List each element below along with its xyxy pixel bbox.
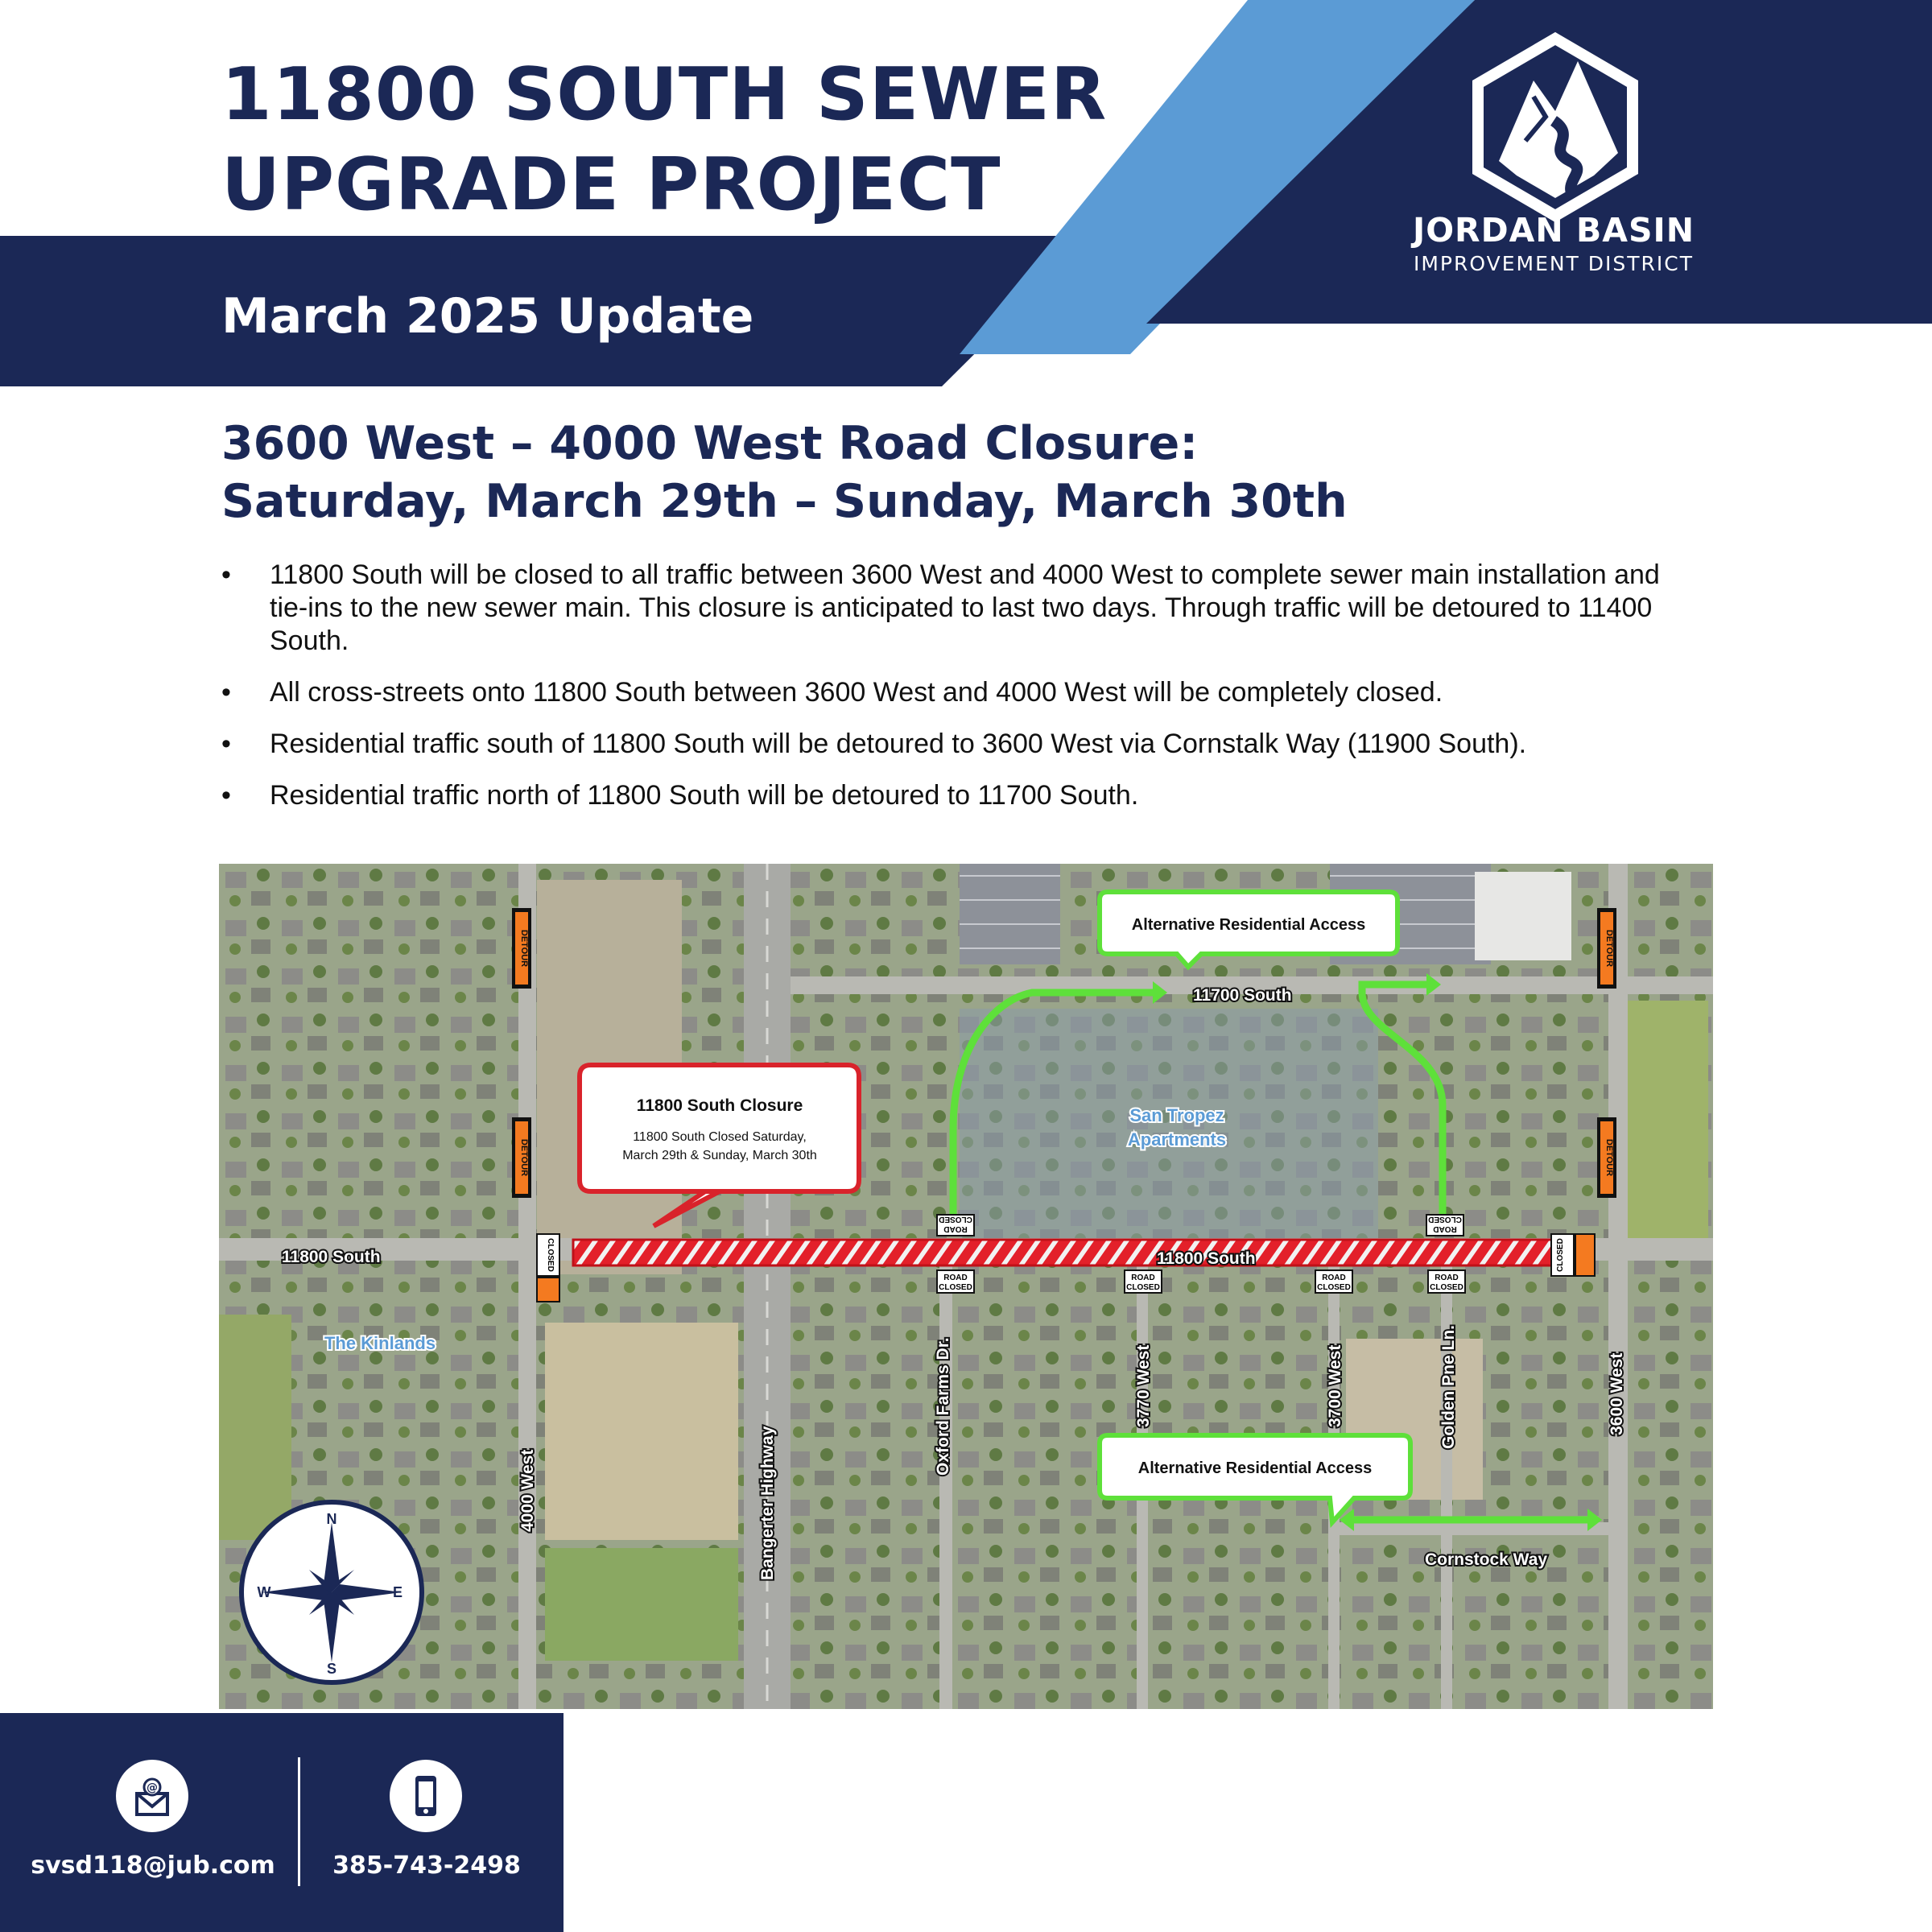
detour-sign-text: DETOUR (1604, 1138, 1614, 1177)
road-closed-sign (1426, 1215, 1463, 1236)
bullet-item (221, 559, 1695, 658)
street-label-golden-pne: Golden Pne Ln. (1439, 1324, 1458, 1449)
street-label-11800-south-east: 11800 South (1157, 1249, 1256, 1268)
street-label-cornstock-way: Cornstock Way (1425, 1550, 1548, 1569)
street-label-3600-west: 3600 West (1608, 1352, 1626, 1435)
open-field (545, 1323, 738, 1540)
bullet-text: 11800 South will be closed to all traffic between 3600 West and 4000 West to complete sewer main installation and tie-ins to the new sewer main. This closure is anticipated to last two days. Through traffic will be detoured to 11400 South. (270, 559, 1660, 656)
compass-rose (242, 1502, 422, 1682)
detour-sign (1597, 1117, 1616, 1198)
road-3600-west (1608, 864, 1628, 1709)
street-label-oxford-farms: Oxford Farms Dr. (934, 1337, 952, 1476)
page-title: 11800 SOUTH SEWER UPGRADE PROJECT (221, 52, 1108, 227)
bullet-dot: • (221, 559, 231, 590)
bullet-list (221, 559, 1695, 831)
street-label-bangerter-highway: Bangerter Highway (758, 1426, 777, 1580)
street-label-11700-south: 11700 South (1193, 986, 1292, 1005)
road-closed-sign (1125, 1270, 1162, 1293)
org-subtitle: IMPROVEMENT DISTRICT (1413, 252, 1695, 275)
contact-footer (0, 1713, 564, 1932)
closure-callout-line1: 11800 South Closed Saturday, (633, 1130, 807, 1144)
place-label-kinlands: The Kinlands (324, 1333, 436, 1353)
apartment-complex (960, 1009, 1378, 1242)
farm-field (545, 1548, 738, 1661)
detour-sign-text: DETOUR (519, 1138, 529, 1177)
bullet-item (221, 676, 1695, 709)
bullet-dot: • (221, 780, 231, 811)
road-closed-sign (537, 1234, 559, 1302)
farm-field (1624, 1001, 1708, 1242)
place-label-san-tropez: San Tropez (1129, 1105, 1224, 1125)
access-callout-north-text: Alternative Residential Access (1131, 916, 1366, 934)
road-closed-sign (1551, 1234, 1595, 1276)
detour-sign-text: DETOUR (519, 929, 529, 968)
farm-field (219, 1315, 291, 1540)
compass-east: E (392, 1584, 403, 1600)
update-subtitle: March 2025 Update (221, 288, 754, 345)
street-label-3770-west: 3770 West (1134, 1344, 1153, 1427)
commercial-building (1475, 872, 1571, 960)
road-closed-sign (1428, 1270, 1465, 1293)
road-closed-sign-text: CLOSED (1556, 1238, 1565, 1272)
compass-north: N (326, 1511, 337, 1527)
compass-west: W (257, 1584, 271, 1600)
road-closed-sign-text: ROAD (943, 1274, 968, 1282)
access-callout-south-text: Alternative Residential Access (1137, 1459, 1373, 1477)
detour-sign (1597, 908, 1616, 989)
road-closed-sign-text: CLOSED (546, 1238, 555, 1272)
org-name: JORDAN BASIN (1412, 211, 1695, 250)
road-4000-west (518, 864, 536, 1709)
mobile-phone-icon (390, 1760, 462, 1832)
bullet-text: Residential traffic north of 11800 South will be detoured to 11700 South. (270, 780, 1139, 811)
road-closed-sign-text: CLOSED (1430, 1283, 1463, 1292)
detour-sign (512, 908, 531, 989)
email-at-envelope-icon (116, 1760, 188, 1832)
closure-heading (221, 415, 1751, 530)
road-closed-sign-text: ROAD (1433, 1224, 1457, 1233)
road-closed-sign (1315, 1270, 1352, 1293)
road-closed-sign-text: CLOSED (939, 1215, 972, 1224)
street-label-3700-west: 3700 West (1326, 1344, 1344, 1427)
bullet-dot: • (221, 677, 231, 708)
road-oxford-farms (939, 1261, 952, 1709)
bullet-item (221, 728, 1695, 761)
closure-heading-line1: 3600 West – 4000 West Road Closure: (221, 417, 1199, 470)
road-closed-sign-text: CLOSED (1428, 1215, 1462, 1224)
road-closed-sign-text: CLOSED (1317, 1283, 1351, 1292)
place-label-apartments: Apartments (1127, 1129, 1227, 1150)
bullet-text: Residential traffic south of 11800 South will be detoured to 3600 West via Cornstalk Way (11900 South). (270, 729, 1527, 759)
bullet-text: All cross-streets onto 11800 South between 3600 West and 4000 West will be completely closed. (270, 677, 1443, 708)
closure-callout-title: 11800 South Closure (636, 1096, 803, 1115)
closure-zone (573, 1240, 1571, 1265)
road-closed-sign-text: ROAD (1435, 1274, 1459, 1282)
closure-callout-line2: March 29th & Sunday, March 30th (622, 1149, 817, 1162)
road-closed-sign (937, 1215, 974, 1236)
bullet-item (221, 779, 1695, 812)
road-closed-sign-text: ROAD (1131, 1274, 1155, 1282)
svg-text:@: @ (147, 1781, 158, 1794)
bullet-dot: • (221, 729, 231, 759)
compass-south: S (326, 1661, 337, 1677)
road-cornstock-way (1338, 1522, 1612, 1535)
closure-map (219, 864, 1713, 1709)
street-label-4000-west: 4000 West (518, 1449, 537, 1532)
access-callout-north (1100, 892, 1397, 967)
contact-phone[interactable]: 385-743-2498 (332, 1852, 521, 1880)
road-closed-sign (937, 1270, 974, 1293)
contact-email[interactable]: svsd118@jub.com (31, 1852, 275, 1880)
road-closed-sign-text: ROAD (943, 1224, 968, 1233)
road-closed-sign-text: ROAD (1322, 1274, 1346, 1282)
road-closed-sign-text: CLOSED (939, 1283, 972, 1292)
road-closed-sign-text: CLOSED (1126, 1283, 1160, 1292)
detour-sign (512, 1117, 531, 1198)
parking-lot (960, 864, 1060, 964)
detour-sign-text: DETOUR (1604, 929, 1614, 968)
footer-divider (298, 1757, 300, 1886)
street-label-11800-south-west: 11800 South (282, 1248, 381, 1266)
closure-heading-line2: Saturday, March 29th – Sunday, March 30th (221, 475, 1348, 528)
